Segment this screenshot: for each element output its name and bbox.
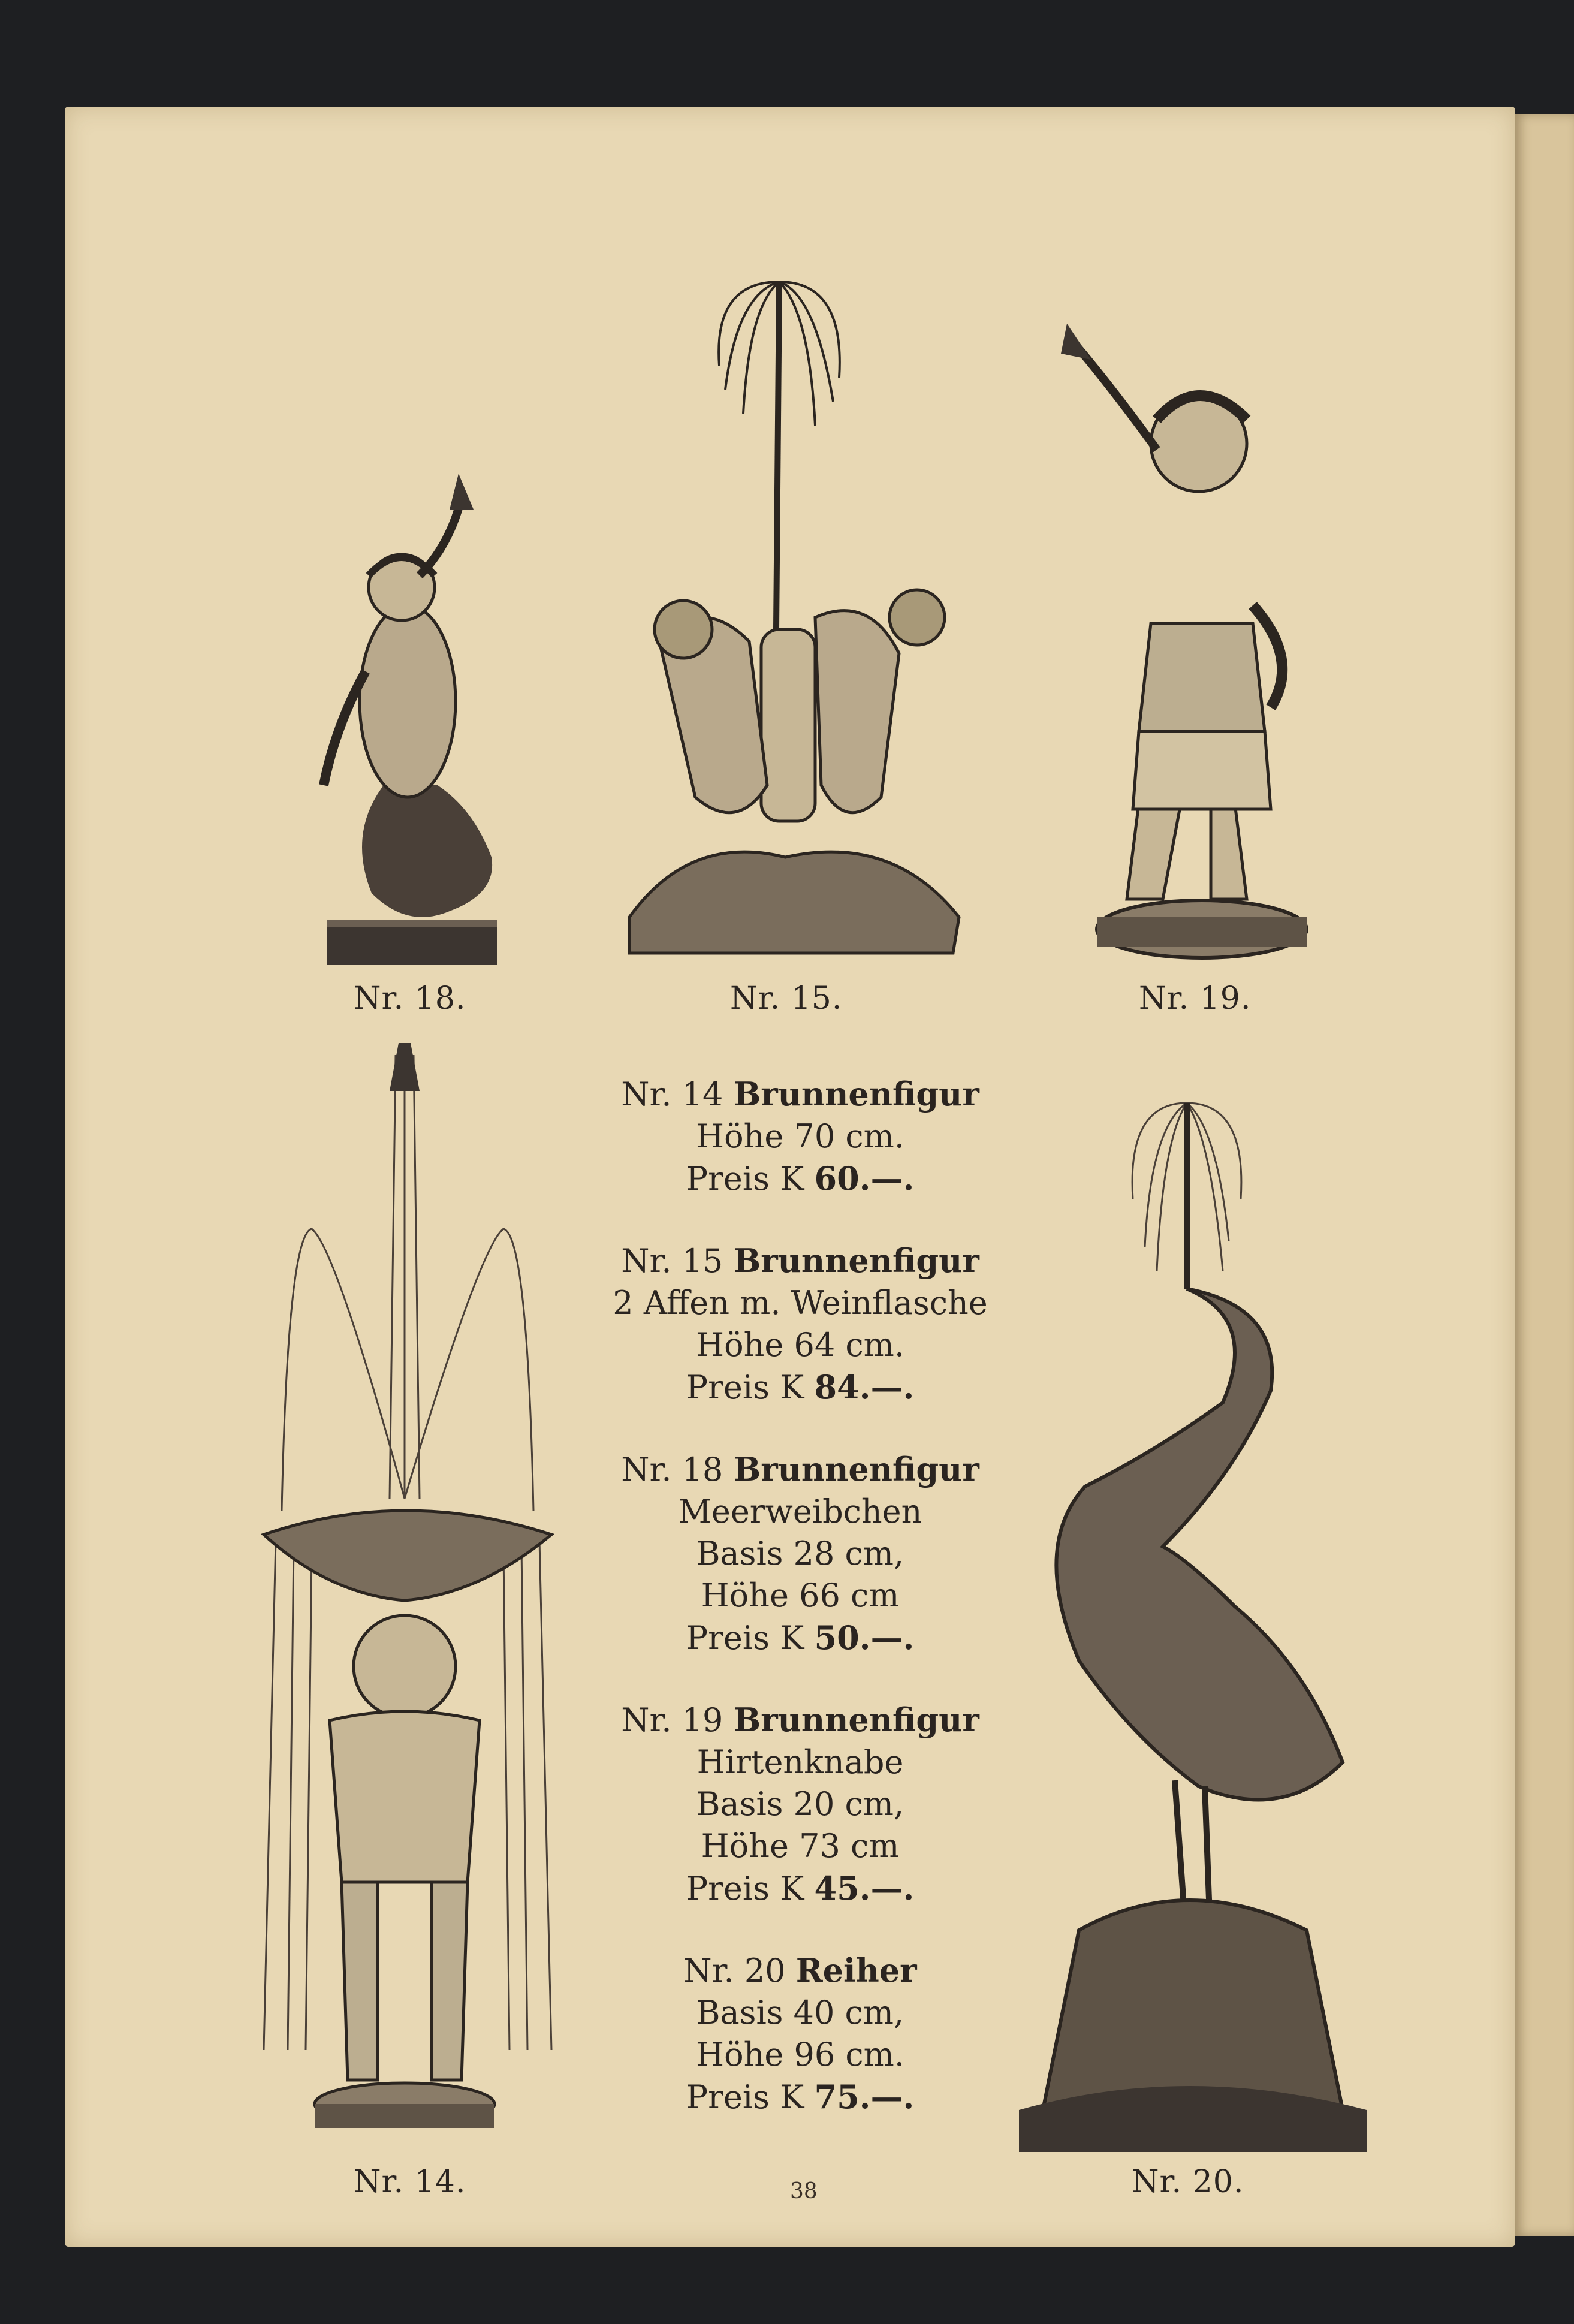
price: 75.—.: [814, 2078, 915, 2116]
entry-number: Nr. 18: [621, 1451, 723, 1488]
entry-line: Basis 40 cm,: [696, 1994, 904, 2031]
entry-name: Reiher: [795, 1951, 917, 1990]
figure-nr18-illustration: [312, 474, 515, 977]
entry-number: Nr. 14: [621, 1075, 723, 1113]
entry-name: Brunnenfigur: [733, 1241, 979, 1280]
entry-line: Höhe 96 cm.: [696, 2036, 904, 2073]
caption-nr20: Nr. 20.: [1132, 2164, 1244, 2200]
price-prefix: Preis K: [686, 1160, 804, 1198]
entry-line: Basis 28 cm,: [696, 1535, 904, 1572]
price: 50.—.: [814, 1618, 915, 1657]
price-prefix: Preis K: [686, 1619, 804, 1657]
entry-name: Brunnenfigur: [733, 1075, 979, 1113]
entry-number: Nr. 15: [621, 1242, 723, 1280]
price-prefix: Preis K: [686, 1369, 804, 1406]
caption-nr15: Nr. 15.: [730, 981, 843, 1017]
description-column: [521, 1073, 1079, 2158]
entry-nr18: [521, 1448, 1079, 1659]
figure-nr19-illustration: [1061, 324, 1319, 977]
entry-name: Brunnenfigur: [733, 1701, 979, 1739]
entry-name: Brunnenfigur: [733, 1450, 979, 1488]
entry-line: Höhe 73 cm: [701, 1827, 900, 1865]
next-page-edge: [1515, 114, 1574, 2236]
entry-line: Höhe 64 cm.: [696, 1326, 904, 1364]
price: 45.—.: [814, 1869, 915, 1907]
figure-nr15-illustration: [617, 258, 965, 965]
entry-number: Nr. 19: [621, 1701, 723, 1739]
entry-nr20: [521, 1949, 1079, 2118]
page-number: 38: [790, 2179, 818, 2204]
entry-line: Höhe 66 cm: [701, 1577, 900, 1614]
price: 60.—.: [814, 1159, 915, 1198]
price-prefix: Preis K: [686, 1870, 804, 1907]
entry-line: Meerweibchen: [678, 1493, 922, 1530]
entry-nr19: [521, 1699, 1079, 1910]
caption-nr14: Nr. 14.: [354, 2164, 466, 2200]
entry-line: Hirtenknabe: [696, 1743, 904, 1781]
entry-number: Nr. 20: [683, 1952, 786, 1990]
price: 84.—.: [814, 1368, 915, 1406]
entry-line: 2 Affen m. Weinflasche: [613, 1284, 988, 1322]
caption-nr18: Nr. 18.: [354, 981, 466, 1017]
entry-line: Basis 20 cm,: [696, 1785, 904, 1823]
entry-line: Höhe 70 cm.: [696, 1117, 904, 1155]
price-prefix: Preis K: [686, 2078, 804, 2116]
entry-nr15: [521, 1240, 1079, 1409]
caption-nr19: Nr. 19.: [1139, 981, 1252, 1017]
entry-nr14: [521, 1073, 1079, 1200]
